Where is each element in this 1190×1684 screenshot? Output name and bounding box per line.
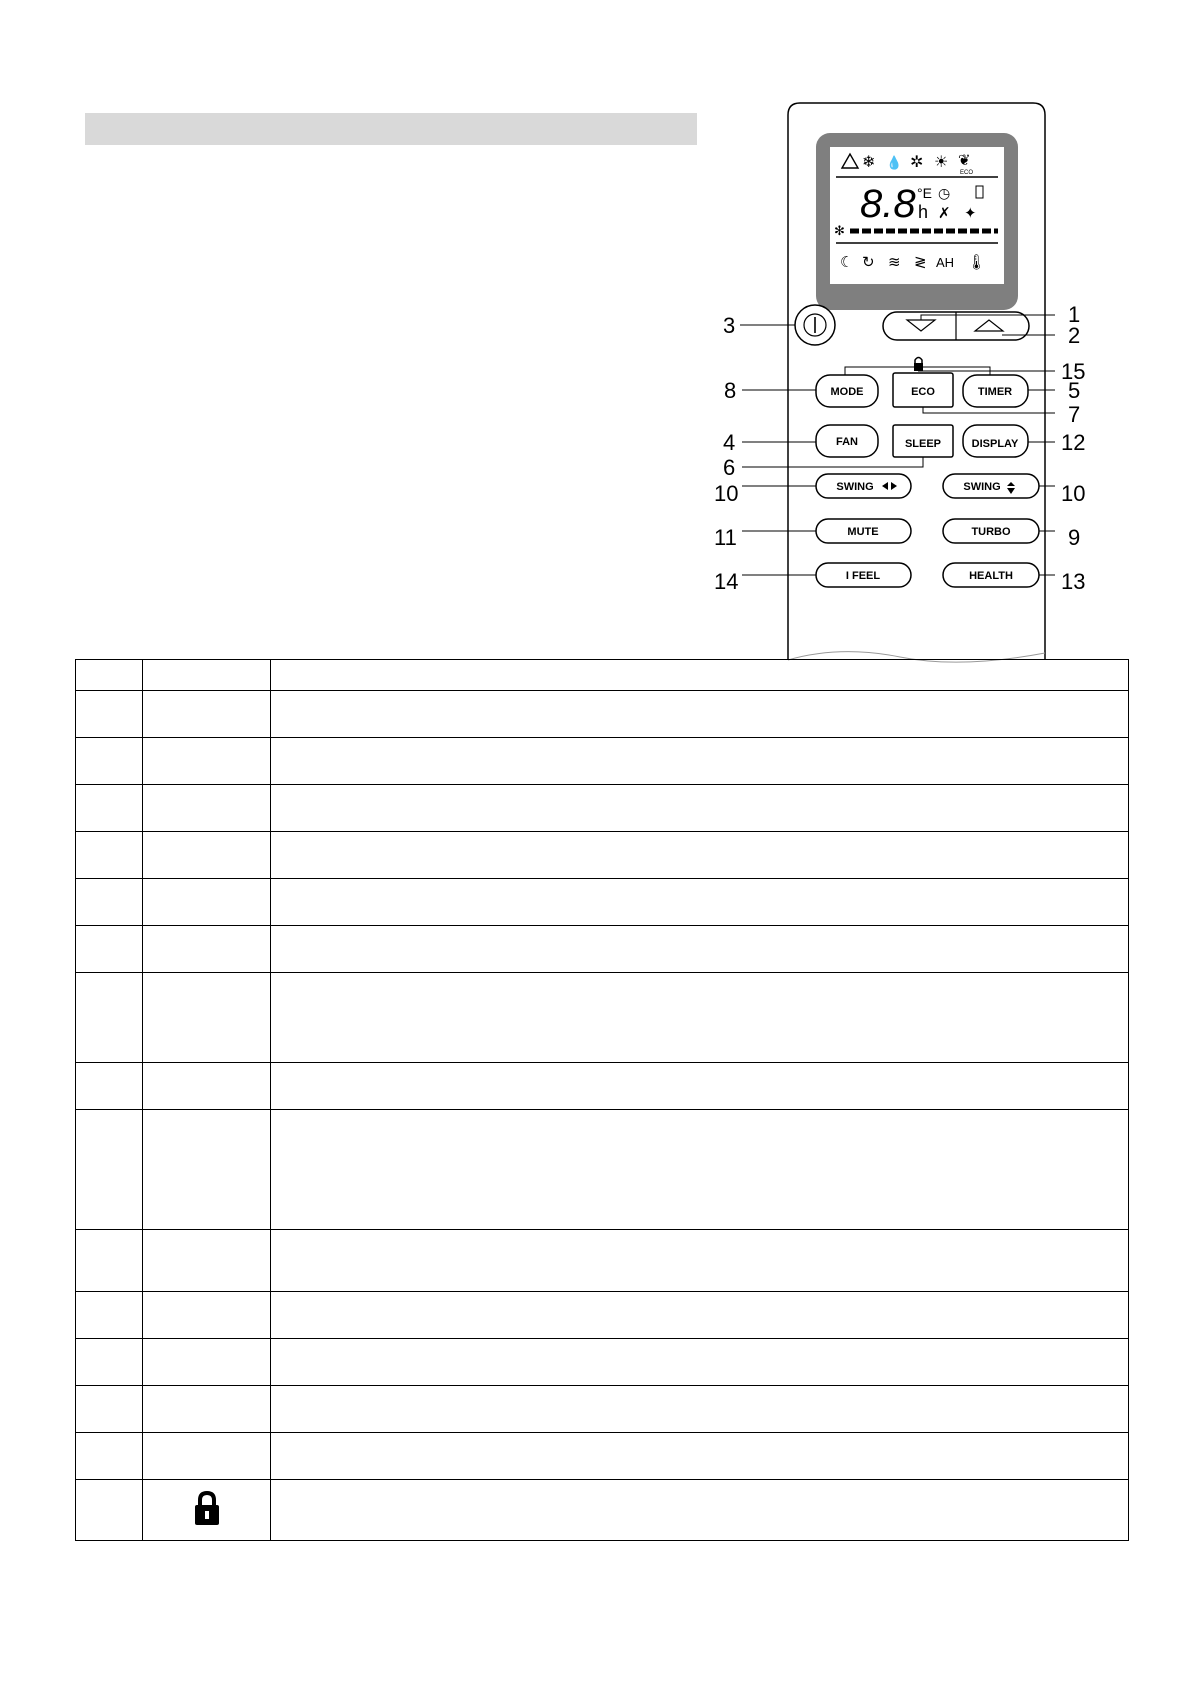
table-row bbox=[76, 1433, 1129, 1480]
table-row bbox=[76, 1339, 1129, 1386]
table-row bbox=[76, 879, 1129, 926]
callout-1: 1 bbox=[1068, 302, 1081, 327]
swing-icon: ≷ bbox=[914, 254, 927, 271]
lcd-degree-unit: °E bbox=[917, 185, 932, 201]
mode-button-label: MODE bbox=[830, 386, 864, 398]
table-row bbox=[76, 926, 1129, 973]
turbo-button-label: TURBO bbox=[971, 526, 1011, 538]
remote-control-diagram bbox=[700, 85, 1160, 665]
callout-4: 4 bbox=[723, 430, 736, 455]
callout-13: 13 bbox=[1061, 569, 1086, 594]
swing-v-button-label: SWING bbox=[963, 481, 1001, 493]
callout-12: 12 bbox=[1061, 430, 1086, 455]
callout-11: 11 bbox=[714, 525, 737, 550]
lock-icon bbox=[914, 363, 923, 371]
callout-8: 8 bbox=[724, 378, 737, 403]
table-row bbox=[76, 973, 1129, 1063]
section-header-bar bbox=[85, 113, 697, 145]
drops-icon: 💧 bbox=[886, 155, 903, 170]
callout-6: 6 bbox=[723, 455, 736, 480]
mute-icon: ✗ bbox=[938, 205, 951, 222]
function-table bbox=[75, 659, 1129, 1541]
leaf-icon: ❦ bbox=[958, 152, 971, 169]
table-row bbox=[76, 1230, 1129, 1292]
table-row bbox=[76, 660, 1129, 691]
fan-speed-icon: ✻ bbox=[834, 223, 845, 238]
snowflake-icon: ❄ bbox=[862, 154, 876, 171]
table-row bbox=[76, 832, 1129, 879]
swing-h-button-label: SWING bbox=[836, 481, 874, 493]
callout-3: 3 bbox=[723, 313, 736, 338]
callout-5: 5 bbox=[1068, 378, 1081, 403]
table-row bbox=[76, 785, 1129, 832]
callout-15: 15 bbox=[1061, 359, 1086, 384]
table-row bbox=[76, 738, 1129, 785]
lcd-hour-unit: h bbox=[918, 202, 929, 222]
table-row bbox=[76, 1292, 1129, 1339]
callout-14: 14 bbox=[714, 569, 739, 594]
clock-icon: ◷ bbox=[938, 185, 951, 201]
lock-icon bbox=[193, 1490, 221, 1526]
lcd-digits: 8.8 bbox=[860, 182, 916, 226]
ifeel-button-label: I FEEL bbox=[845, 570, 881, 582]
table-row bbox=[76, 1480, 1129, 1541]
thermometer-icon: 🌡 bbox=[967, 254, 987, 271]
display-button-label: DISPLAY bbox=[971, 438, 1019, 450]
health-button-label: HEALTH bbox=[969, 570, 1013, 582]
callout-2: 2 bbox=[1068, 323, 1081, 348]
fan-button-label: FAN bbox=[836, 436, 858, 448]
turbo-icon: ✦ bbox=[964, 205, 977, 222]
table-row bbox=[76, 1386, 1129, 1433]
table-row bbox=[76, 691, 1129, 738]
eco-button-label: ECO bbox=[911, 386, 935, 398]
callout-7: 7 bbox=[1068, 402, 1081, 427]
timer-button-label: TIMER bbox=[977, 386, 1013, 398]
sun-icon: ☀ bbox=[934, 154, 949, 171]
callout-10-right: 10 bbox=[1061, 481, 1086, 506]
callout-9: 9 bbox=[1068, 525, 1081, 550]
lcd-ah-label: AH bbox=[936, 255, 955, 270]
sleep-curve-icon: ↻ bbox=[862, 254, 875, 271]
sleep-button-label: SLEEP bbox=[904, 438, 942, 450]
table-row bbox=[76, 1063, 1129, 1110]
lcd-eco-label: ECO bbox=[960, 170, 974, 176]
heater-icon: ≋ bbox=[888, 254, 901, 271]
moon-icon: ☾ bbox=[840, 254, 854, 271]
fan-mode-icon: ✲ bbox=[910, 154, 924, 171]
mute-button-label: MUTE bbox=[847, 526, 879, 538]
table-row bbox=[76, 1110, 1129, 1230]
callout-10-left: 10 bbox=[714, 481, 739, 506]
